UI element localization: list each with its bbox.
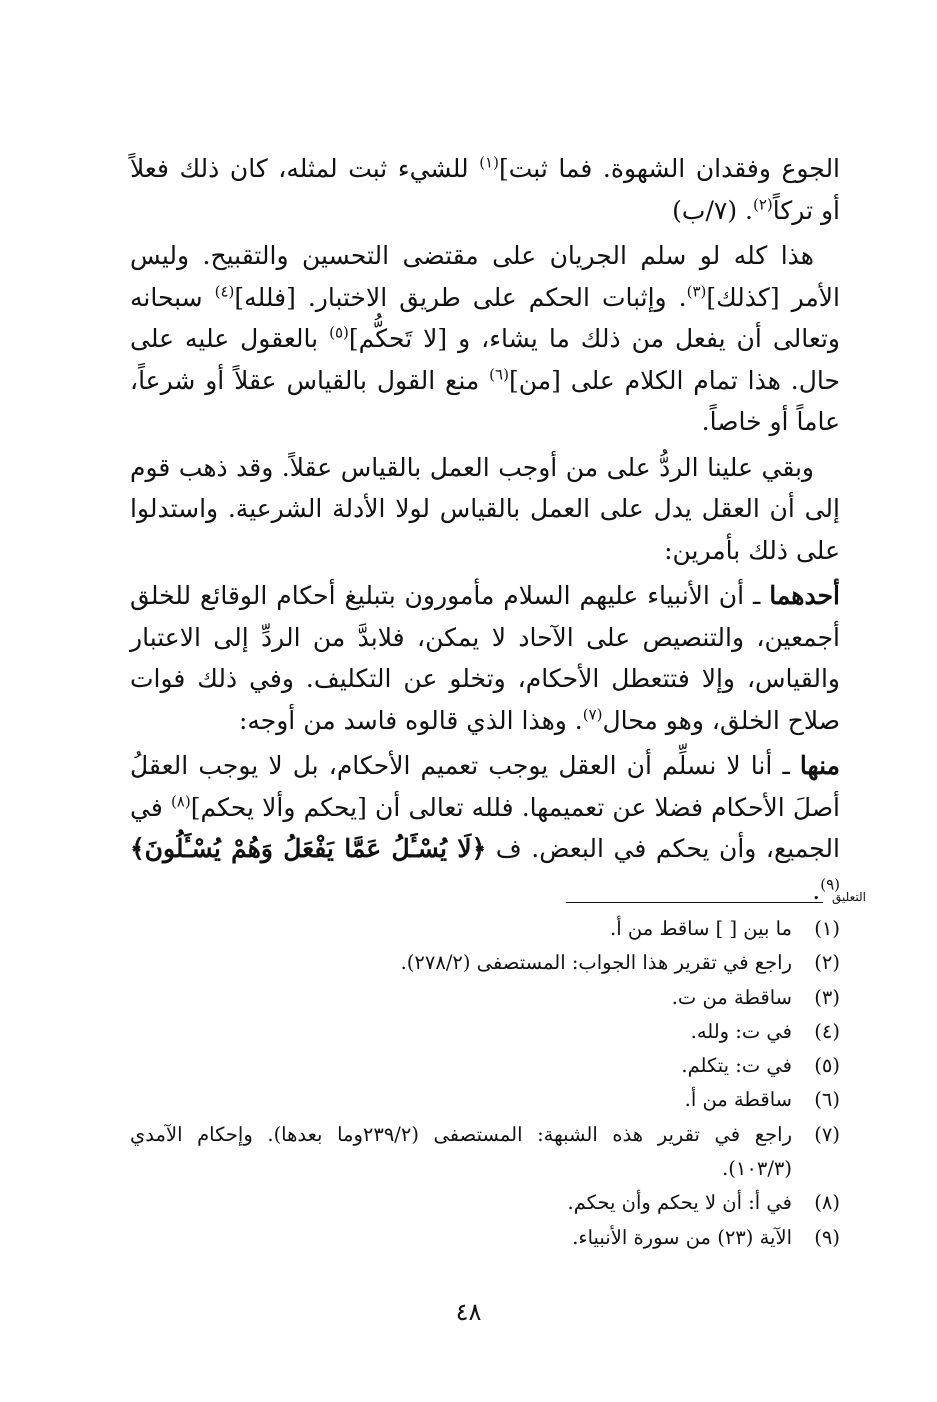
paragraph xyxy=(130,447,840,572)
footnote-text: راجع في تقرير هذا الجواب: المستصفى (٢٧٨/٢). xyxy=(400,951,792,975)
footnote-item xyxy=(130,912,840,946)
footnote-label: التعليق xyxy=(831,890,866,904)
footnote-text: في أ: أن لا يحكم وأن يحكم. xyxy=(567,1191,792,1215)
footnote-number: (١) xyxy=(814,917,840,940)
footnote-ref: (١) xyxy=(479,153,499,172)
bold-text: منها xyxy=(799,751,840,780)
footnote-ref: (٤) xyxy=(214,282,235,301)
footnotes xyxy=(130,912,840,1255)
footnote-item xyxy=(130,1118,840,1187)
paragraph xyxy=(130,235,840,443)
footnote-item xyxy=(130,1083,840,1117)
footnote-text: ساقطة من ت. xyxy=(671,985,792,1009)
footnote-number: (٦) xyxy=(814,1088,840,1112)
text-run: بالعقول عليه على حال. هذا تمام الكلام على [من] xyxy=(130,324,840,395)
footnote-number: (٤) xyxy=(814,1019,840,1043)
footnote-text: راجع في تقرير هذه الشبهة: المستصفى (٢٣٩/٢وما بعدها). وإحكام الآمدي (١٠٣/٣). xyxy=(130,1122,792,1181)
footnote-text: في ت: يتكلم. xyxy=(681,1054,792,1078)
footnote-text: ما بين [ ] ساقط من أ. xyxy=(610,917,792,940)
footnote-item xyxy=(130,946,840,980)
footnote-ref: (٨) xyxy=(170,792,191,811)
footnote-number: (٣) xyxy=(814,985,840,1009)
footnote-text: الآية (٢٣) من سورة الأنبياء. xyxy=(572,1225,792,1249)
footnote-ref: (٩) xyxy=(820,875,840,894)
text-run: ـ أن الأنبياء عليهم السلام مأمورون بتبليغ أحكام الوقائع للخلق أجمعين، والتنصيص على الآحاد لا يمكن، فلابدَّ من الردِّ إلى الاعتبار والقياس، وإلا فتتعطل الأحكام، وتخلو عن التكليف. وفي ذلك فوات صلاح الخلق، وهو محال xyxy=(130,581,840,735)
text-run: هذا كله لو سلم الجريان على مقتضى التحسين والتقبيح. وليس الأمر [كذلك] xyxy=(130,241,840,312)
footnote-item xyxy=(130,1049,840,1083)
footnote-number: (٩) xyxy=(814,1225,840,1249)
bold-text: ﴿لَا يُسْـَٔلُ عَمَّا يَفْعَلُ وَهُمْ يُسْـَٔلُونَ﴾ xyxy=(130,834,487,863)
footnote-item xyxy=(130,981,840,1015)
footnote-rule xyxy=(566,902,823,903)
text-run: وبقي علينا الردُّ على من أوجب العمل بالقياس عقلاً. وقد ذهب قوم إلى أن العقل يدل على العمل بالقياس لولا الأدلة الشرعية. واستدلوا على ذلك بأمرين: xyxy=(130,452,840,565)
text-run: . (٧/ب) xyxy=(672,195,753,225)
footnote-item xyxy=(130,1221,840,1255)
paragraph xyxy=(130,148,840,231)
paragraph xyxy=(130,745,840,911)
text-run: منع القول بالقياس عقلاً أو شرعاً، عاماً أو خاصاً. xyxy=(130,365,840,436)
footnote-ref: (٥) xyxy=(329,323,349,342)
text-run: ـ أنا لا نسلِّم أن العقل يوجب تعميم الأحكام، بل لا يوجب العقلُ أصلَ الأحكام فضلا عن تعميمها. فلله تعالى أن [يحكم وألا يحكم] xyxy=(130,751,840,822)
text-run: . وهذا الذي قالوه فاسد من أوجه: xyxy=(238,705,583,735)
footnote-ref: (٢) xyxy=(752,195,773,214)
footnote-text: في ت: ولله. xyxy=(690,1019,792,1043)
footnote-number: (٧) xyxy=(814,1122,840,1146)
text-run: في الجميع، وأن يحكم في البعض. ف xyxy=(130,792,840,863)
text-run: . xyxy=(812,875,821,905)
footnote-ref: (٦) xyxy=(489,365,509,384)
page-number: ٤٨ xyxy=(455,1298,482,1326)
text-run: للشيء ثبت لمثله، كان ذلك فعلاً أو تركاً xyxy=(130,154,840,225)
text-run: الجوع وفقدان الشهوة. فما ثبت] xyxy=(498,154,841,183)
footnote-ref: (٧) xyxy=(582,705,603,724)
footnote-number: (٢) xyxy=(814,951,840,975)
footnote-text: ساقطة من أ. xyxy=(684,1088,792,1112)
footnote-number: (٥) xyxy=(814,1054,840,1078)
footnote-ref: (٣) xyxy=(686,282,707,301)
footnote-number: (٨) xyxy=(814,1191,840,1215)
bold-text: أحدهما xyxy=(769,581,840,610)
paragraph xyxy=(130,575,840,741)
main-text xyxy=(130,148,840,915)
text-run: . وإثبات الحكم على طريق الاختبار. [فلله] xyxy=(234,282,687,312)
text-run: سبحانه وتعالى أن يفعل من ذلك ما يشاء، و [لا تَحكُّم] xyxy=(130,282,840,353)
footnote-item xyxy=(130,1015,840,1049)
footnote-item xyxy=(130,1186,840,1220)
footnote-separator xyxy=(566,892,866,908)
